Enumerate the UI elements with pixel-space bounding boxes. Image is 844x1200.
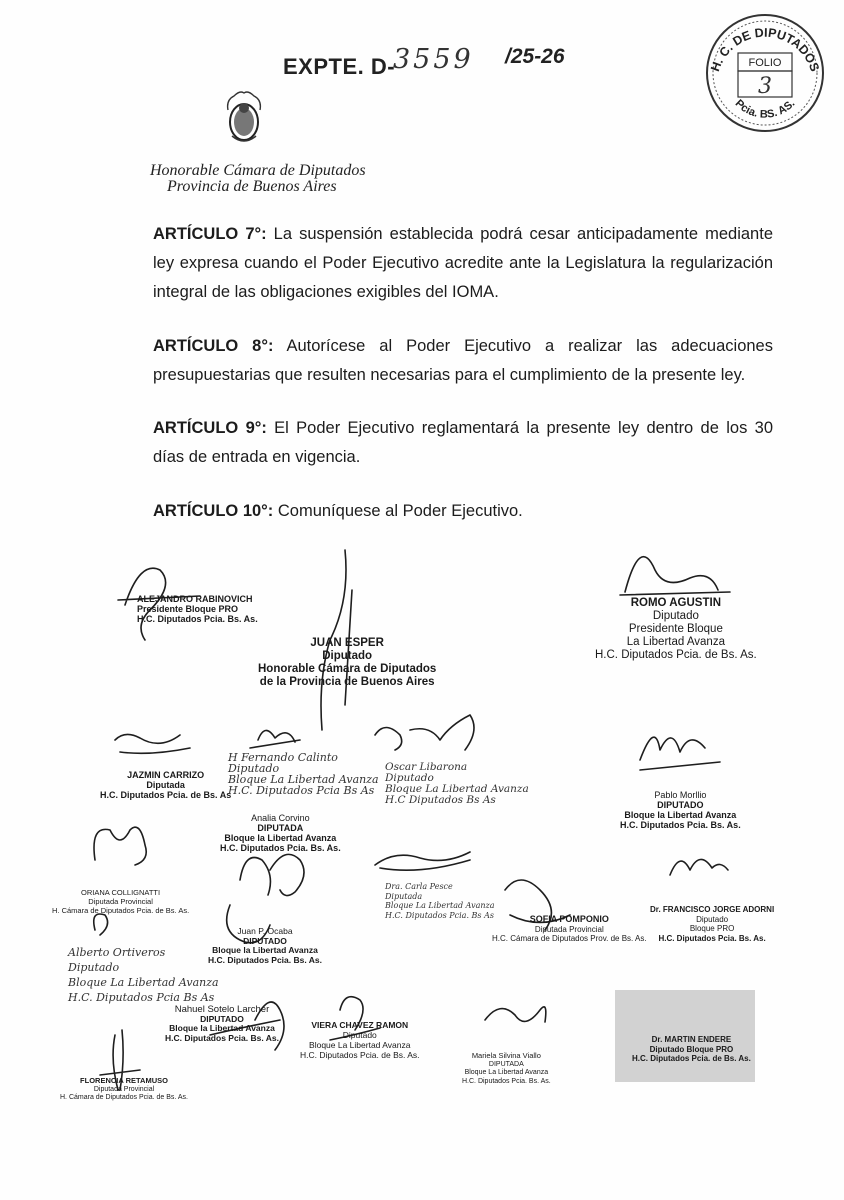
signature-block: Mariela Silvina Viallo DIPUTADA Bloque La Libertad Avanza H.C. Diputados Pcia. Bs. As. — [462, 1051, 551, 1085]
handwritten-signature-block: H Fernando Calinto Diputado Bloque La Libertad Avanza H.C. Diputados Pcia Bs As — [228, 751, 379, 797]
article-8 — [153, 332, 773, 390]
signature-block: Juan P. Ocaba DIPUTADO Bloque la Libertad Avanza H.C. Diputados Pcia. Bs. As. — [208, 926, 322, 965]
institution-province: Provincia de Buenos Aires — [167, 178, 337, 195]
handwritten-signature-block: Alberto Ortiveros Diputado Bloque La Libertad Avanza H.C. Diputados Pcia Bs As — [68, 946, 219, 1004]
article-number: ARTÍCULO 7°: — [153, 225, 267, 243]
signature-block: ORIANA COLLIGNATTI Diputada Provincial H. Cámara de Diputados Pcia. de Bs. As. — [52, 888, 190, 915]
expediente-label: EXPTE. D- — [283, 54, 396, 79]
article-number: ARTÍCULO 9°: — [153, 419, 267, 437]
signature-block: JAZMIN CARRIZO Diputada H.C. Diputados Pcia. de Bs. As — [100, 770, 232, 800]
article-text: La suspensión establecida podrá cesar anticipadamente mediante ley expresa cuando el Poder Ejecutivo acredite ante la Legislatura la regularización integral de las obligaciones exigibles del IOMA. — [153, 225, 773, 301]
signature-block: ROMO AGUSTIN Diputado Presidente Bloque La Libertad Avanza H.C. Diputados Pcia. de Bs. As. — [595, 597, 757, 661]
signature-block: JUAN ESPER Diputado Honorable Cámara de Diputados de la Provincia de Buenos Aires — [258, 637, 437, 688]
signature-block: Nahuel Sotelo Larcher DIPUTADO Bloque la Libertad Avanza H.C. Diputados Pcia. Bs. As. — [165, 1004, 279, 1043]
article-10 — [153, 497, 773, 526]
article-number: ARTÍCULO 8°: — [153, 337, 274, 355]
article-text: Autorícese al Poder Ejecutivo a realizar las adecuaciones presupuestarias que resulten necesarias para el cumplimiento de la presente ley. — [153, 337, 773, 384]
signature-block: ALEJANDRO RABINOVICH Presidente Bloque PRO H.C. Diputados Pcia. Bs. As. — [137, 594, 258, 624]
expediente-year: /25-26 — [505, 45, 565, 68]
expediente-number: 3559 — [393, 44, 474, 75]
signature-block: Pablo Morllio DIPUTADO Bloque la Libertad Avanza H.C. Diputados Pcia. Bs. As. — [620, 790, 741, 830]
signature-block: SOFIA POMPONIO Diputada Provincial H.C. Cámara de Diputados Prov. de Bs. As. — [492, 914, 647, 943]
article-text: Comuníquese al Poder Ejecutivo. — [273, 502, 523, 520]
article-text: El Poder Ejecutivo reglamentará la presente ley dentro de los 30 días de entrada en vigencia. — [153, 419, 774, 466]
signature-block: VIERA CHAVEZ RAMON Diputado Bloque La Libertad Avanza H.C. Diputados Pcia. de Bs. As. — [300, 1020, 420, 1060]
stamp-folio-number: 3 — [758, 74, 772, 99]
signature-block: Analia Corvino DIPUTADA Bloque la Libertad Avanza H.C. Diputados Pcia. Bs. As. — [220, 813, 341, 853]
article-9 — [153, 414, 773, 472]
signature-block: FLORENCIA RETAMUSO Diputada Provincial H. Cámara de Diputados Pcia. de Bs. As. — [60, 1076, 189, 1101]
stamp-folio-label: FOLIO — [748, 57, 782, 69]
coat-of-arms-icon — [222, 88, 266, 148]
stamp-bottom-text: Pcia. BS. AS. — [732, 97, 798, 121]
article-7 — [153, 220, 773, 307]
stamp-top-text: H. C. DE DIPUTADOS — [708, 25, 822, 74]
handwritten-signature-block: Oscar Libarona Diputado Bloque La Libertad Avanza H.C Diputados Bs As — [385, 761, 529, 806]
article-number: ARTÍCULO 10°: — [153, 502, 274, 520]
handwritten-signature-block: Dra. Carla Pesce Diputada Bloque La Libertad Avanza H.C. Diputados Pcia. Bs As — [385, 882, 495, 920]
signature-block: Dr. FRANCISCO JORGE ADORNI Diputado Bloque PRO H.C. Diputados Pcia. Bs. As. — [650, 905, 775, 943]
folio-stamp — [700, 5, 830, 140]
institution-name: Honorable Cámara de Diputados — [150, 162, 366, 179]
signature-block: Dr. MARTIN ENDERE Diputado Bloque PRO H.C. Diputados Pcia. de Bs. As. — [632, 1035, 751, 1063]
